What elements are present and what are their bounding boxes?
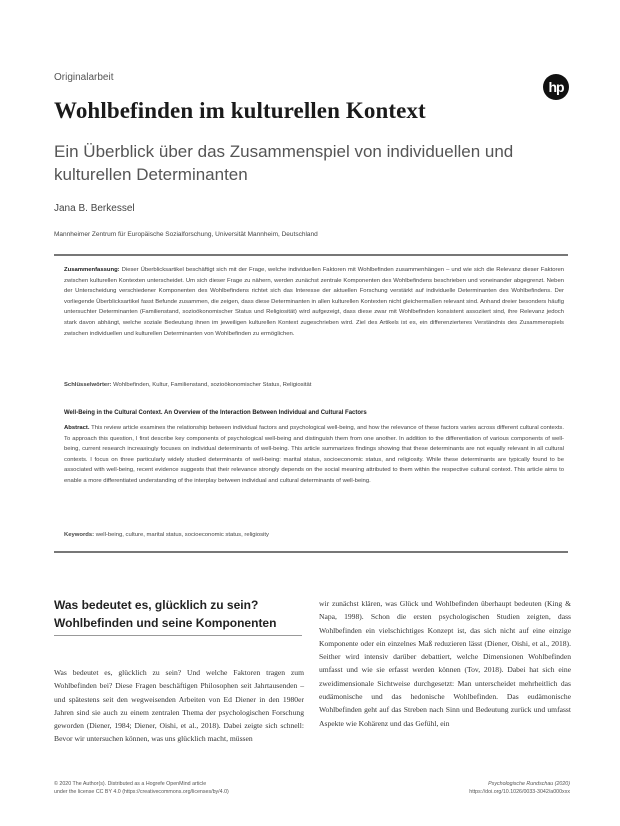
- abstract-german-label: Zusammenfassung:: [64, 267, 120, 273]
- journal-citation: Psychologische Rundschau (2020): [488, 781, 570, 787]
- article-type-label: Originalarbeit: [54, 72, 114, 83]
- abstract-german-text: Dieser Überblicksartikel beschäftigt sich mit der Frage, welche individuellen Faktoren mit Wohlbefinden zusammenhängen – und wie sich die Relevanz dieser Faktoren zwischen kulturellen Kontexten unterscheidet. Um sich dieser Frage zu nähern, werden zunächst zentrale Komponenten des Wohlbefindens beschrieben und voneinander abgegrenzt. Neben der Unterscheidung verschiedener Komponenten des Wohlbefindens richtet sich das Interesse der aktuellen Forschung verstärkt auf individuelle Determinanten des Wohlbefindens. Der vorliegende Überblicksartikel fasst Befunde zusammen, die zeigen, dass diese Determinanten in allen kulturellen Kontexten nicht gleichermaßen relevant sind. Anhand dreier besonders häufig untersuchter Determinanten (Familienstand, sozioökonomischer Status und Religiosität) wird aufgezeigt, dass diese zwar mit Wohlbefinden konsistent assoziiert sind, ihre Relevanz jedoch stark davon abhängt, welche soziale Bedeutung ihnen im jeweiligen kulturellen Kontext zugeschrieben wird. Ziel des Artikels ist es, ein differenzierteres Verständnis des Zusammenspiels zwischen individuellen und kulturellen Determinanten von Wohlbefinden zu ermöglichen.: [64, 267, 564, 337]
- keywords-german-text: Wohlbefinden, Kultur, Familienstand, sozioökonomischer Status, Religiosität: [111, 382, 312, 388]
- article-subtitle: Ein Überblick über das Zusammenspiel von individuellen und kulturellen Determinanten: [54, 142, 514, 184]
- license-line-2[interactable]: under the license CC BY 4.0 (https://creativecommons.org/licenses/by/4.0): [54, 789, 229, 795]
- author-name: Jana B. Berkessel: [54, 203, 135, 214]
- keywords-english: [64, 532, 269, 538]
- keywords-english-label: Keywords:: [64, 532, 95, 538]
- doi-link[interactable]: https://doi.org/10.1026/0033-3042/a000xxx: [469, 789, 570, 795]
- keywords-german: [64, 382, 311, 388]
- top-divider: [54, 254, 568, 256]
- abstract-english-label: Abstract.: [64, 425, 90, 431]
- keywords-english-text: well-being, culture, marital status, socioeconomic status, religiosity: [94, 532, 269, 538]
- keywords-german-label: Schlüsselwörter:: [64, 382, 112, 388]
- logo-text: hp: [548, 79, 564, 95]
- license-footer: [54, 780, 314, 796]
- journal-footer: [310, 780, 570, 796]
- body-column-right: wir zunächst klären, was Glück und Wohlbefinden überhaupt bedeuten (King & Napa, 1998). Schon die ersten psychologischen Studien zeigten, dass Wohlbefinden ein vielschichtiges Konzept ist, das sich nicht auf eine einzige Komponente oder ein einzelnes Maß reduzieren lässt (Diener, Oishi, et al., 2018). Seither wird intensiv darüber debattiert, welche Dimensionen Wohlbefinden umfasst und wie sie erfasst werden können (Tov, 2018). Dabei hat sich eine zweidimensionale Sichtweise durchgesetzt: Man unterscheidet mehrheitlich das eudämonische und das hedonische Wohlbefinden. Das eudämonische Wohlbefinden geht auf das Streben nach Sinn und Bedeutung zurück und umfasst Aspekte wie Kohärenz und das Gefühl, ein: [319, 599, 571, 728]
- abstract-german: [64, 265, 564, 339]
- section-heading: Was bedeutet es, glücklich zu sein? Wohlbefinden und seine Komponenten: [54, 596, 302, 636]
- author-affiliation: Mannheimer Zentrum für Europäische Sozialforschung, Universität Mannheim, Deutschland: [54, 231, 318, 238]
- body-column-left: Was bedeutet es, glücklich zu sein? Und welche Faktoren tragen zum Wohlbefinden bei? Diese Fragen beschäftigen Philosophen seit Jahrtausenden – und spätestens seit den wegweisenden Arbeiten von Ed Diener in den 1980er Jahren sind sie auch zu einem zentralen Thema der psychologischen Forschung geworden (Diener, 1984; Diener, Oishi, et al., 2018). Dabei zeigte sich schnell: Bevor wir untersuchen können, was uns glücklich macht, müssen: [54, 668, 304, 744]
- hogrefe-logo-icon: [543, 74, 569, 100]
- english-title: Well-Being in the Cultural Context. An Overview of the Interaction Between Individual and Cultural Factors: [64, 410, 367, 416]
- abstract-english-text: This review article examines the relationship between individual factors and psychological well-being, and how the relevance of these factors varies across different cultural contexts. To approach this question, I first describe key components of psychological well-being and distinguish them from one another. In addition to the differentiation of various components of well-being, current research increasingly focuses on individual determinants of well-being. This article summarizes findings showing that these determinants are not equally relevant in all cultural contexts. I focus on three particularly widely studied determinants of well-being: marital status, socioeconomic status, and religiosity. While these determinants are typically found to be associated with well-being, recent evidence suggests that their relevance strongly depends on the social meaning attributed to them within the respective cultural context. This article aims to enable a more differentiated understanding of the interplay between individual and cultural determinants of well-being.: [64, 425, 564, 484]
- article-title: Wohlbefinden im kulturellen Kontext: [54, 98, 426, 123]
- bottom-divider: [54, 551, 568, 553]
- license-line-1: © 2020 The Author(s). Distributed as a Hogrefe OpenMind article: [54, 781, 207, 787]
- abstract-english: [64, 423, 564, 487]
